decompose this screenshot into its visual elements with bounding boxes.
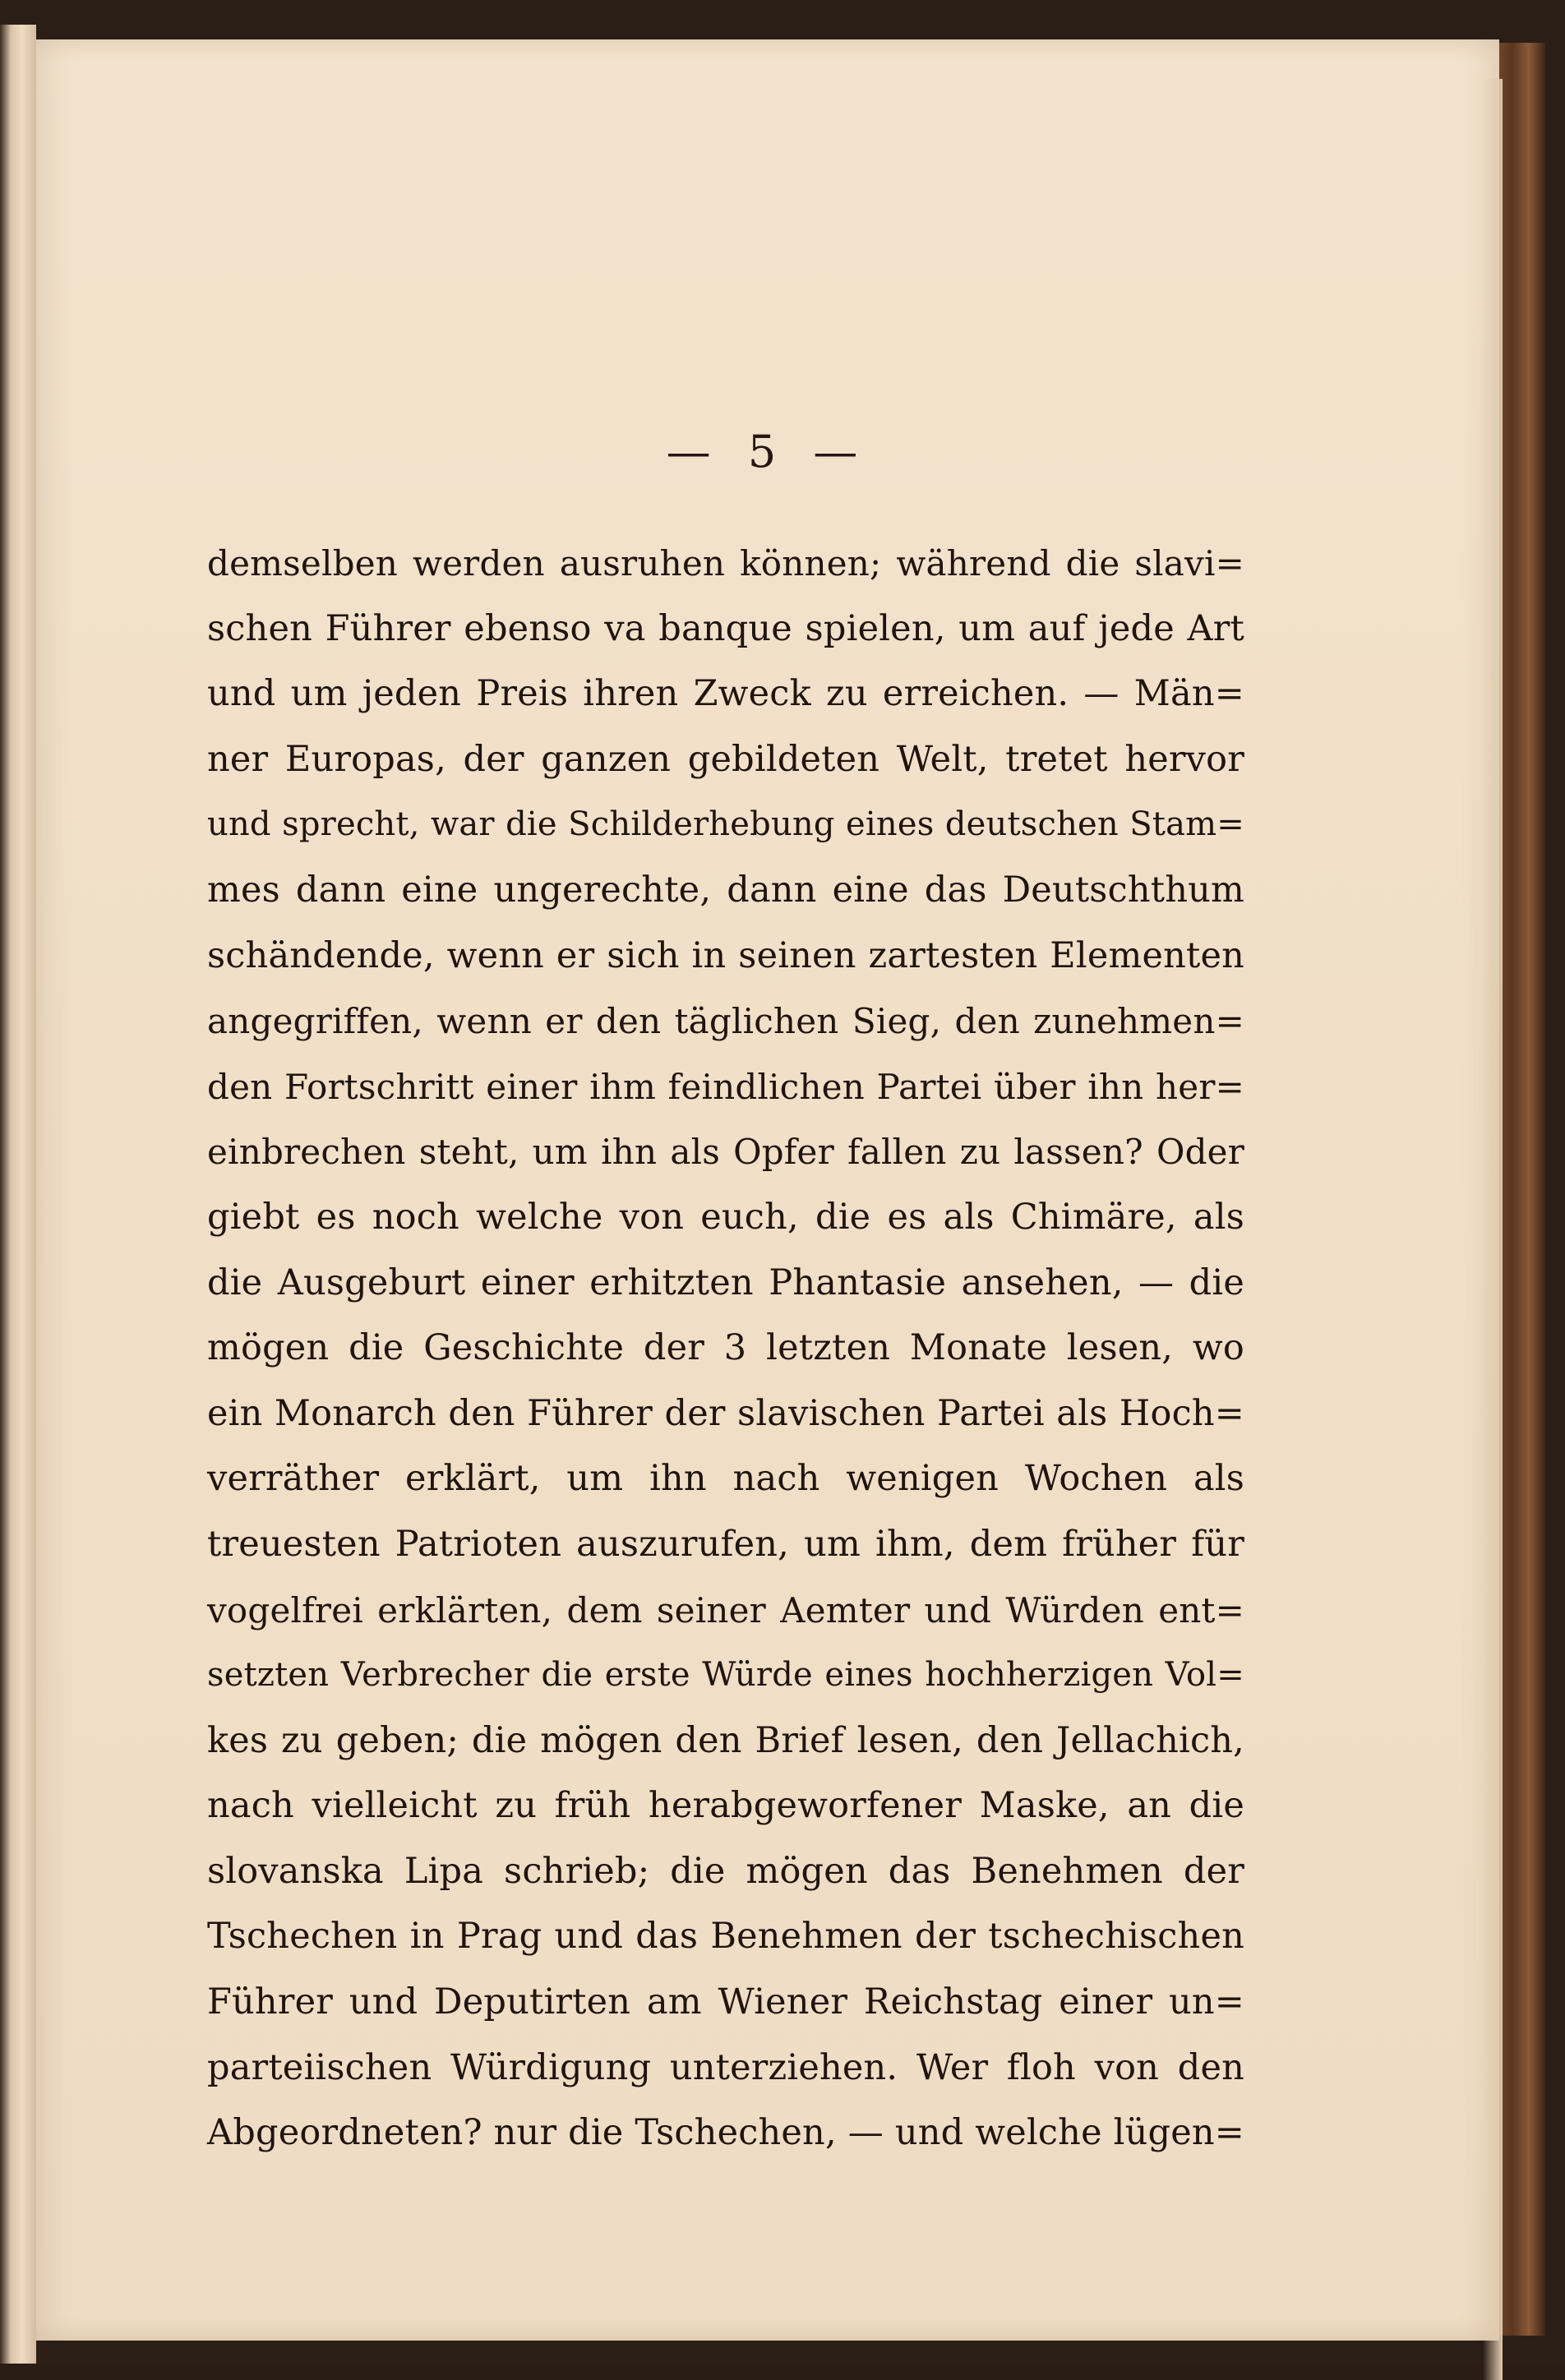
text-line: ner Europas, der ganzen gebildeten Welt, tretet hervor bbox=[207, 738, 1244, 780]
page-number: — 5 — bbox=[666, 426, 870, 477]
text-line: und sprecht, war die Schilderhebung eines deutschen Stam= bbox=[207, 805, 1244, 844]
text-line: den Fortschritt einer ihm feindlichen Partei über ihn her= bbox=[207, 1066, 1244, 1107]
page-edge-shadow bbox=[1483, 79, 1503, 2380]
text-line: vogelfrei erklärten, dem seiner Aemter und Würden ent= bbox=[207, 1589, 1244, 1630]
text-line: verräther erklärt, um ihn nach wenigen Wochen als bbox=[207, 1458, 1244, 1500]
text-line: Abgeordneten? nur die Tschechen, — und welche lügen= bbox=[207, 2112, 1244, 2154]
text-line: einbrechen steht, um ihn als Opfer fallen zu lassen? Oder bbox=[207, 1132, 1244, 1173]
text-line: schen Führer ebenso va banque spielen, um auf jede Art bbox=[207, 607, 1244, 649]
body-text bbox=[207, 531, 1244, 2166]
text-line: giebt es noch welche von euch, die es als Chimäre, als bbox=[207, 1196, 1244, 1238]
text-line: schändende, wenn er sich in seinen zartesten Elementen bbox=[207, 934, 1244, 976]
text-line: treuesten Patrioten auszurufen, um ihm, dem früher für bbox=[207, 1523, 1244, 1565]
text-line: Führer und Deputirten am Wiener Reichstag einer un= bbox=[207, 1981, 1244, 2023]
left-page-edge bbox=[0, 25, 36, 2364]
text-line: die Ausgeburt einer erhitzten Phantasie ansehen, — die bbox=[207, 1261, 1244, 1303]
text-line: slovanska Lipa schrieb; die mögen das Benehmen der bbox=[207, 1850, 1244, 1892]
text-line: parteiischen Würdigung unterziehen. Wer floh von den bbox=[207, 2046, 1244, 2088]
text-line: demselben werden ausruhen können; während die slavi= bbox=[207, 543, 1244, 583]
text-line: Tschechen in Prag und das Benehmen der tschechischen bbox=[207, 1916, 1244, 1958]
text-line: und um jeden Preis ihren Zweck zu erreichen. — Män= bbox=[207, 673, 1244, 715]
text-line: kes zu geben; die mögen den Brief lesen, den Jellachich, bbox=[207, 1719, 1244, 1761]
text-line: mes dann eine ungerechte, dann eine das Deutschthum bbox=[207, 869, 1244, 911]
text-line: mögen die Geschichte der 3 letzten Monate lesen, wo bbox=[207, 1327, 1244, 1369]
text-line: angegriffen, wenn er den täglichen Sieg, den zunehmen= bbox=[207, 1001, 1244, 1042]
text-line: setzten Verbrecher die erste Würde eines hochherzigen Vol= bbox=[207, 1656, 1244, 1695]
text-line: nach vielleicht zu früh herabgeworfener Maske, an die bbox=[207, 1785, 1244, 1827]
text-line: ein Monarch den Führer der slavischen Partei als Hoch= bbox=[207, 1392, 1244, 1434]
book-page bbox=[36, 39, 1499, 2341]
